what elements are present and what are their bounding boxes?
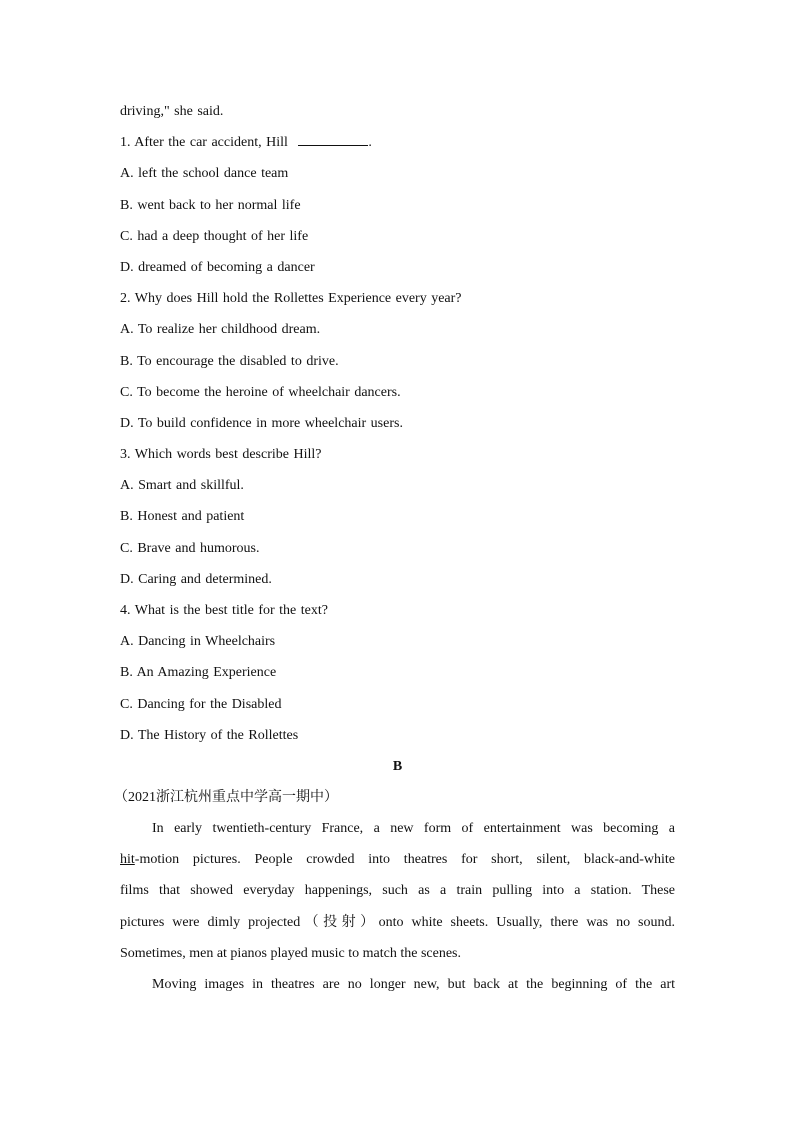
section-b-heading: B xyxy=(392,758,403,774)
question-4-option-d: D. The History of the Rollettes xyxy=(120,727,299,743)
question-4-option-b: B. An Amazing Experience xyxy=(120,665,277,681)
question-1-option-d: D. dreamed of becoming a dancer xyxy=(120,259,315,275)
paragraph-2-line-1: Moving images in theatres are no longer new, but back at the beginning of the art xyxy=(152,976,675,992)
question-4-option-a: A. Dancing in Wheelchairs xyxy=(120,634,276,650)
question-1-option-c: C. had a deep thought of her life xyxy=(120,228,309,244)
paragraph-1-line-2-rest: -motion pictures. People crowded into theatres for short, silent, black-and-white xyxy=(134,852,675,868)
question-3-stem: 3. Which words best describe Hill? xyxy=(120,447,322,463)
question-2-option-d: D. To build confidence in more wheelchair users. xyxy=(120,415,403,431)
paragraph-1-line-2 xyxy=(120,848,675,879)
question-1-option-b: B. went back to her normal life xyxy=(120,197,301,213)
document-page xyxy=(114,100,675,1004)
question-2-option-a: A. To realize her childhood dream. xyxy=(120,322,321,338)
question-2-option-b: B. To encourage the disabled to drive. xyxy=(120,353,339,369)
question-2-option-c: C. To become the heroine of wheelchair dancers. xyxy=(120,384,401,400)
question-3-option-b: B. Honest and patient xyxy=(120,509,245,525)
question-1-option-a: A. left the school dance team xyxy=(120,166,289,182)
passage-a-tail: driving," she said. xyxy=(120,104,224,119)
paragraph-1-line-5: Sometimes, men at pianos played music to match the scenes. xyxy=(120,945,461,961)
section-b-paragraph-2 xyxy=(120,973,675,1004)
paragraph-1-line-1: In early twentieth-century France, a new form of entertainment was becoming a xyxy=(152,820,675,836)
section-b-source: （2021浙江杭州重点中学高一期中） xyxy=(114,789,338,805)
question-2-stem: 2. Why does Hill hold the Rollettes Experience every year? xyxy=(120,291,462,307)
question-3-option-a: A. Smart and skillful. xyxy=(120,478,244,494)
question-3-option-c: C. Brave and humorous. xyxy=(120,540,260,556)
paragraph-1-line-4: pictures were dimly projected（投射）onto white sheets. Usually, there was no sound. xyxy=(120,914,675,930)
question-1-stem xyxy=(120,131,675,162)
question-4-option-c: C. Dancing for the Disabled xyxy=(120,696,282,712)
section-b-paragraph-1 xyxy=(120,817,675,973)
answer-blank xyxy=(298,131,368,146)
question-3-option-d: D. Caring and determined. xyxy=(120,571,272,587)
underlined-word: hit xyxy=(120,852,135,868)
paragraph-1-line-3: films that showed everyday happenings, such as a train pulling into a station. These xyxy=(120,883,675,899)
question-1-stem-text: 1. After the car accident, Hill xyxy=(120,135,288,151)
question-1-stem-suffix: . xyxy=(368,135,372,151)
question-4-stem: 4. What is the best title for the text? xyxy=(120,603,328,618)
